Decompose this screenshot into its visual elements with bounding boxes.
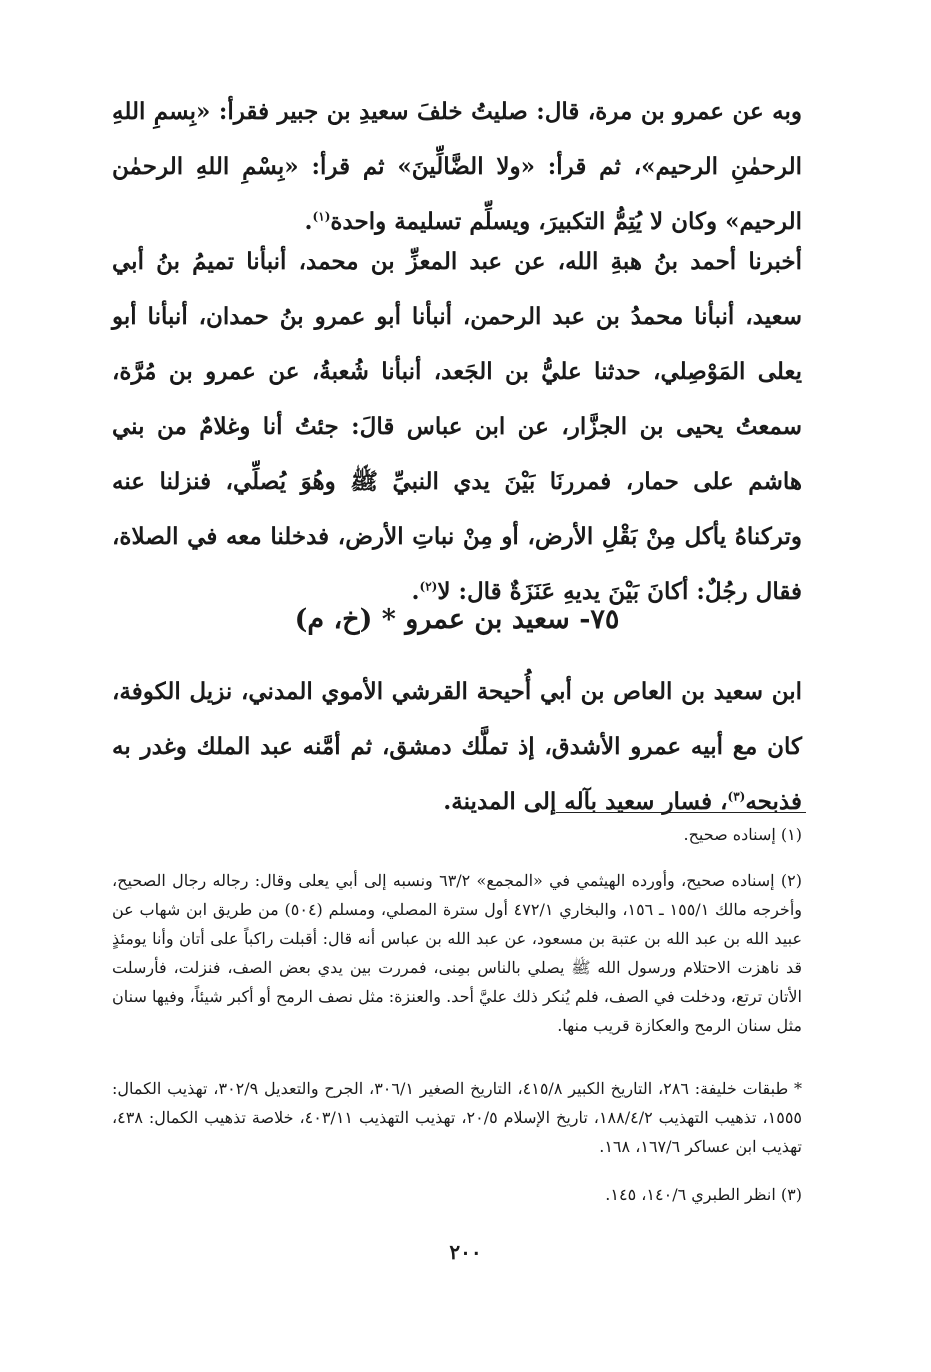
footnote-star [112, 1074, 802, 1161]
page-number: ٢٠٠ [449, 1240, 482, 1264]
footnote-1 [112, 820, 802, 849]
footnote-3-text: (٣) انظر الطبري ١٤٠/٦، ١٤٥. [605, 1185, 802, 1204]
footnote-ref-1[interactable]: (١) [312, 209, 331, 224]
footnote-2-text: (٢) إسناده صحيح، وأورده الهيثمي في «المجمع» ٦٣/٢ ونسبه إلى أبي يعلى وقال: رجاله رجال الصحيح، وأخرجه مالك ١٥٥/١ ـ ١٥٦، والبخاري ٤٧٢/١ أول سترة المصلي، ومسلم (٥٠٤) من طريق ابن شهاب عن عبيد الله بن عبد الله بن عتبة بن مسعود، عن عبد الله بن عباس أنه قال: أقبلت راكباً على أتان وأنا يومئذٍ قد ناهزت الاحتلام ورسول الله ﷺ يصلي بالناس بمِنى، فمررت بين يدي بعض الصف، فنزلت، فأرسلت الأتان ترتع، ودخلت في الصف، فلم يُنكر ذلك عليَّ أحد. والعنزة: مثل نصف الرمح أو أكبر شيئاً، وفيها سنان مثل سنان الرمح والعكازة قريب منها. [112, 871, 803, 1035]
footnote-ref-2[interactable]: (٢) [419, 579, 438, 594]
paragraph-3-text: ابن سعيد بن العاص بن أبي أُحيحة القرشي الأموي المدني، نزيل الكوفة، كان مع أبيه عمرو الأشدق، إذ تملَّك دمشق، ثم أمَّنه عبد الملك وغدر به فذبحه [112, 678, 802, 815]
footnote-3 [112, 1180, 802, 1209]
footnote-2 [112, 866, 802, 1040]
section-heading: ٧٥- سعيد بن عمرو * (خ، م) [294, 604, 620, 635]
paragraph-2-text: أخبرنا أحمد بنُ هبةِ الله، عن عبد المعزِّ بن محمد، أنبأنا تميمُ بنُ أبي سعيد، أنبأنا محمدُ بن عبد الرحمن، أنبأنا أبو عمرو بنُ حمدان، أنبأنا أبو يعلى المَوْصِلي، حدثنا عليُّ بن الجَعد، أنبأنا شُعبةُ، عن عمرو بن مُرَّة، سمعتُ يحيى بن الجزَّار، عن ابن عباس قالَ: جئتُ أنا وغلامٌ من بني هاشم على حمار، فمررنَا بَيْنَ يدي النبيِّ ﷺ وهُوَ يُصلِّي، فنزلنا عنه وتركناهُ يأكل مِنْ بَقْلِ الأرض، أو مِنْ نباتِ الأرض، فدخلنا معه في الصلاة، فقال رجُلٌ: أكانَ بَيْنَ يديهِ عَنَزَةٌ قال: لا [112, 248, 802, 605]
paragraph-1: وبه عن عمرو بن مرة، قال: صليتُ خلفَ سعيدِ بن جبير فقرأ: «بِسمِ اللهِ الرحمٰنِ الرحيم»، ثم قرأ: «ولا الضَّالِّينَ» ثم قرأ: «بِسْمِ اللهِ الرحمٰن الرحيم» وكان لا يُتِمُّ التكبيرَ، ويسلِّم تسليمة واحدة$^{(١)}$. [112, 98, 802, 235]
paragraph-1-text: وبه عن عمرو بن مرة، قال: صليتُ خلفَ سعيدِ بن جبير فقرأ: «بِسمِ اللهِ الرحمٰنِ الرحيم»، ثم قرأ: «ولا الضَّالِّينَ» ثم قرأ: «بِسْمِ اللهِ الرحمٰن الرحيم» وكان لا يُتِمُّ التكبيرَ، ويسلِّم تسليمة واحدة [112, 98, 802, 235]
paragraph-3 [112, 664, 802, 829]
footnote-divider [556, 812, 806, 813]
footnote-1-text: (١) إسناده صحيح. [683, 825, 802, 844]
footnote-star-text: * طبقات خليفة: ٢٨٦، التاريخ الكبير ٤١٥/٨، التاريخ الصغير ٣٠٦/١، الجرح والتعديل ٣٠٢/٩، تهذيب الكمال: ١٥٥٥، تذهيب التهذيب ١٨٨/٤/٢، تاريخ الإسلام ٢٠/٥، تهذيب التهذيب ٤٠٣/١١، خلاصة تذهيب الكمال: ٤٣٨، تهذيب ابن عساكر ١٦٧/٦، ١٦٨. [112, 1079, 803, 1156]
paragraph-3-end: ، فسار سعيد بآله إلى المدينة. [443, 788, 728, 815]
footnote-ref-3[interactable]: (٣) [727, 789, 746, 804]
paragraph-2: أخبرنا أحمد بنُ هبةِ الله، عن عبد المعزِّ بن محمد، أنبأنا تميمُ بنُ أبي سعيد، أنبأنا محمدُ بن عبد الرحمن، أنبأنا أبو عمرو بنُ حمدان، أنبأنا أبو يعلى المَوْصِلي، حدثنا عليُّ بن الجَعد، أنبأنا شُعبةُ، عن عمرو بن مُرَّة، سمعتُ يحيى بن الجزَّار، عن ابن عباس قالَ: جئتُ أنا وغلامٌ من بني هاشم على حمار، فمررنَا بَيْنَ يدي النبيِّ ﷺ وهُوَ يُصلِّي، فنزلنا عنه وتركناهُ يأكل مِنْ بَقْلِ الأرض، أو مِنْ نباتِ الأرض، فدخلنا معه في الصلاة، فقال رجُلٌ: أكانَ بَيْنَ يديهِ عَنَزَةٌ قال: لا$^{(٢)}$. [112, 248, 802, 605]
